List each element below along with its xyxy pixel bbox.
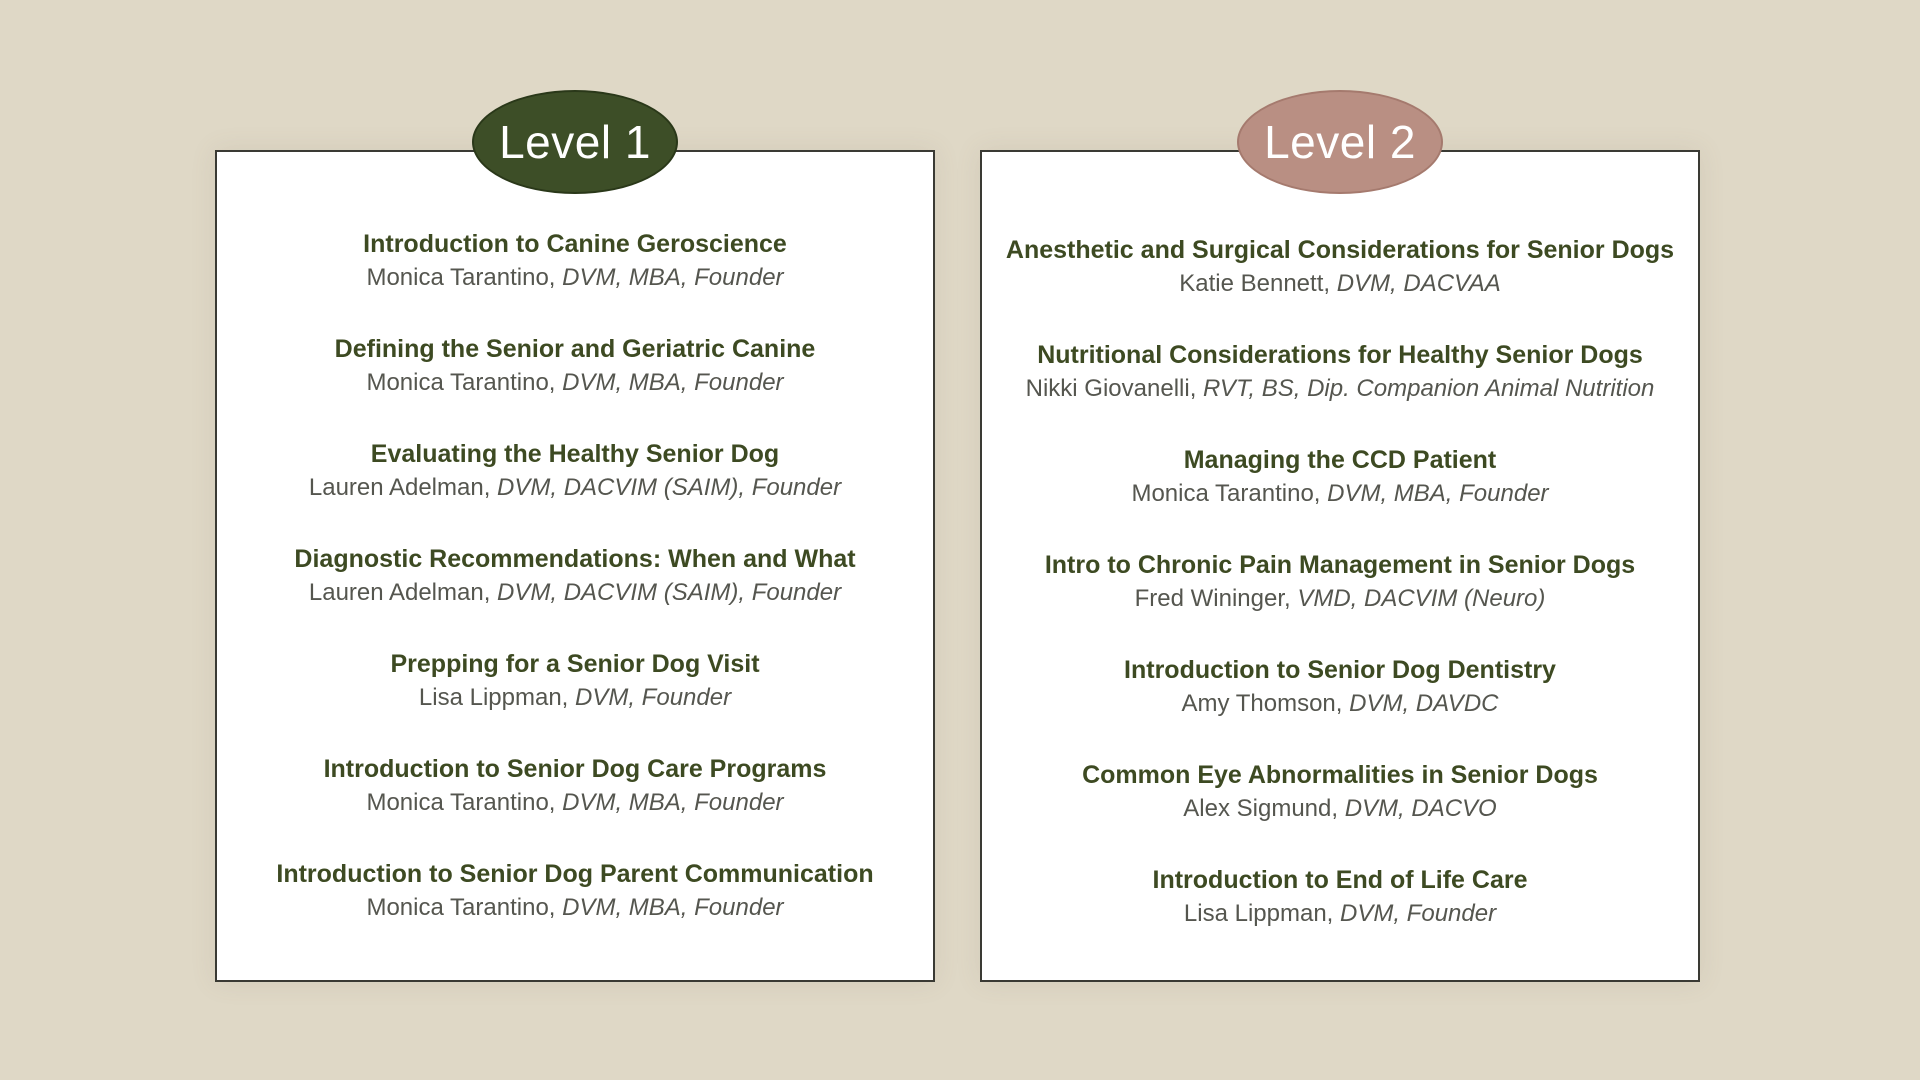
instructor-credentials: DVM, MBA, Founder (562, 789, 784, 816)
course-title: Prepping for a Senior Dog Visit (390, 650, 760, 678)
course-item (982, 864, 1698, 969)
course-item (217, 543, 933, 648)
course-instructor (217, 470, 933, 506)
course-instructor (982, 371, 1698, 407)
level-1-panel (215, 116, 935, 982)
course-title: Nutritional Considerations for Healthy Senior Dogs (1037, 341, 1643, 369)
course-instructor (217, 890, 933, 926)
course-title: Introduction to End of Life Care (1152, 866, 1528, 894)
course-title: Introduction to Senior Dog Dentistry (1124, 656, 1556, 684)
course-item (217, 753, 933, 858)
course-title: Introduction to Canine Geroscience (363, 230, 787, 258)
course-item (217, 438, 933, 543)
course-instructor (217, 365, 933, 401)
course-instructor (982, 896, 1698, 932)
level-2-course-list (982, 234, 1698, 969)
course-title: Common Eye Abnormalities in Senior Dogs (1082, 761, 1598, 789)
instructor-name: Nikki Giovanelli, (1025, 375, 1197, 402)
instructor-credentials: DVM, DAVDC (1349, 690, 1499, 717)
course-title: Anesthetic and Surgical Considerations for Senior Dogs (1005, 236, 1675, 264)
instructor-credentials: DVM, MBA, Founder (1327, 480, 1549, 507)
instructor-credentials: RVT, BS, Dip. Companion Animal Nutrition (1203, 375, 1655, 402)
course-item (217, 648, 933, 753)
course-item (982, 339, 1698, 444)
level-2-panel (980, 116, 1700, 982)
instructor-credentials: DVM, Founder (1340, 900, 1497, 927)
instructor-credentials: DVM, DACVAA (1336, 270, 1501, 297)
course-title: Introduction to Senior Dog Parent Communication (276, 860, 874, 888)
instructor-name: Lisa Lippman, (418, 684, 569, 711)
instructor-credentials: DVM, MBA, Founder (562, 264, 784, 291)
course-instructor (982, 581, 1698, 617)
course-title: Managing the CCD Patient (1183, 446, 1497, 474)
level-2-badge: Level 2 (1237, 90, 1443, 194)
level-1-course-list (217, 228, 933, 963)
instructor-credentials: DVM, MBA, Founder (562, 369, 784, 396)
instructor-name: Katie Bennett, (1179, 270, 1331, 297)
instructor-credentials: DVM, DACVIM (SAIM), Founder (497, 579, 842, 606)
course-item (217, 333, 933, 438)
course-instructor (982, 266, 1698, 302)
instructor-credentials: DVM, DACVIM (SAIM), Founder (497, 474, 842, 501)
course-item (982, 444, 1698, 549)
course-item (217, 858, 933, 963)
course-instructor (217, 785, 933, 821)
course-item (982, 549, 1698, 654)
level-1-badge: Level 1 (472, 90, 678, 194)
course-instructor (982, 686, 1698, 722)
course-item (982, 759, 1698, 864)
course-title: Introduction to Senior Dog Care Programs (323, 755, 827, 783)
instructor-credentials: DVM, Founder (575, 684, 732, 711)
course-instructor (217, 575, 933, 611)
course-item (982, 234, 1698, 339)
instructor-name: Lisa Lippman, (1183, 900, 1334, 927)
course-title: Defining the Senior and Geriatric Canine (334, 335, 816, 363)
instructor-name: Monica Tarantino, (1131, 480, 1321, 507)
instructor-name: Fred Wininger, (1134, 585, 1291, 612)
course-item (982, 654, 1698, 759)
course-instructor (217, 260, 933, 296)
course-title: Intro to Chronic Pain Management in Senior Dogs (1044, 551, 1636, 579)
instructor-name: Monica Tarantino, (366, 789, 556, 816)
instructor-credentials: DVM, DACVO (1344, 795, 1497, 822)
course-instructor (217, 680, 933, 716)
course-title: Diagnostic Recommendations: When and What (294, 545, 856, 573)
instructor-name: Lauren Adelman, (308, 579, 491, 606)
course-instructor (982, 791, 1698, 827)
instructor-name: Alex Sigmund, (1183, 795, 1339, 822)
instructor-name: Monica Tarantino, (366, 264, 556, 291)
instructor-credentials: DVM, MBA, Founder (562, 894, 784, 921)
instructor-name: Amy Thomson, (1181, 690, 1343, 717)
instructor-credentials: VMD, DACVIM (Neuro) (1297, 585, 1546, 612)
course-title: Evaluating the Healthy Senior Dog (370, 440, 780, 468)
instructor-name: Lauren Adelman, (308, 474, 491, 501)
course-instructor (982, 476, 1698, 512)
instructor-name: Monica Tarantino, (366, 894, 556, 921)
instructor-name: Monica Tarantino, (366, 369, 556, 396)
course-item (217, 228, 933, 333)
